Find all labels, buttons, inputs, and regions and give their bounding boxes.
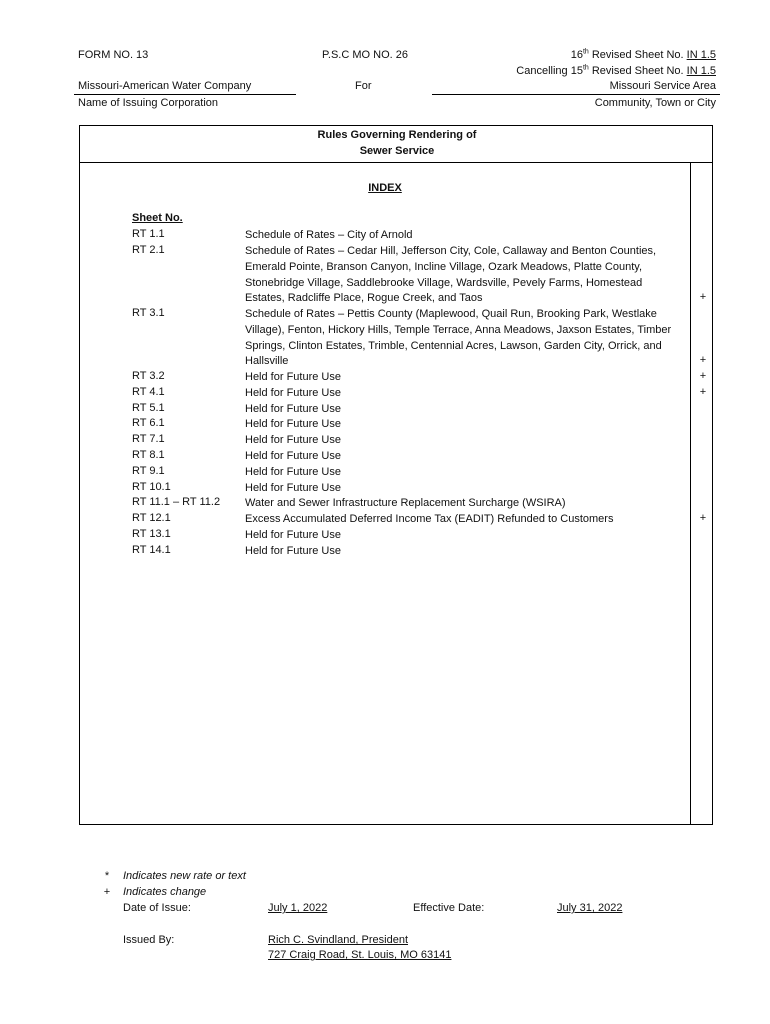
community-label: Community, Town or City [594, 97, 716, 109]
revised-num: 16 [570, 49, 583, 61]
row-code: RT 5.1 [132, 402, 165, 414]
revised-sup: th [582, 48, 589, 56]
row-code: RT 9.1 [132, 465, 165, 477]
change-mark: + [699, 386, 707, 398]
legend-star-symbol: * [104, 870, 110, 882]
row-code: RT 10.1 [132, 481, 171, 493]
legend-plus-symbol: + [103, 886, 111, 898]
change-mark: + [699, 291, 707, 303]
form-number: FORM NO. 13 [78, 49, 149, 61]
row-code: RT 11.1 – RT 11.2 [132, 496, 221, 508]
row-description: Schedule of Rates – City of Arnold [245, 229, 413, 241]
legend-star-text: Indicates new rate or text [123, 870, 246, 882]
effective-date: July 31, 2022 [557, 902, 623, 914]
issued-by-label: Issued By: [123, 934, 175, 946]
row-code: RT 14.1 [132, 544, 171, 556]
cancelling-rest: Revised Sheet No. [588, 65, 687, 77]
change-mark: + [699, 512, 707, 524]
index-box [79, 125, 713, 825]
issued-by-name: Rich C. Svindland, President [268, 934, 409, 946]
change-mark: + [699, 370, 707, 382]
issued-by-address: 727 Craig Road, St. Louis, MO 63141 [268, 949, 452, 961]
date-of-issue-label: Date of Issue: [123, 902, 191, 914]
row-description: Held for Future Use [245, 387, 341, 399]
row-description: Schedule of Rates – Cedar Hill, Jefferson City, Cole, Callaway and Benton Counties, Emerald Pointe, Branson Canyon, Incline Village, Ozark Meadows, Platte County, Stonebridge Village, Saddlebrooke Village, Wardsville, Pevely Farms, Homestead Estates, Radcliffe Place, Rogue Creek, and Taos [245, 245, 657, 305]
for-label: For [355, 80, 372, 92]
company-underline [74, 94, 296, 95]
row-description: Held for Future Use [245, 466, 341, 478]
doc-title-line2: Sewer Service [359, 145, 435, 157]
title-separator [80, 162, 712, 163]
row-description: Held for Future Use [245, 529, 341, 541]
revised-sheet-line [571, 49, 716, 61]
row-description: Water and Sewer Infrastructure Replacement Surcharge (WSIRA) [245, 497, 566, 509]
row-code: RT 8.1 [132, 449, 165, 461]
row-code: RT 6.1 [132, 417, 165, 429]
revised-sheet-number: IN 1.5 [686, 49, 716, 61]
psc-number: P.S.C MO NO. 26 [322, 49, 408, 61]
cancelling-sheet-line [516, 65, 716, 77]
row-code: RT 1.1 [132, 228, 165, 240]
row-description: Held for Future Use [245, 434, 341, 446]
row-code: RT 3.2 [132, 370, 165, 382]
doc-title-line1: Rules Governing Rendering of [317, 129, 477, 141]
sheet-no-heading: Sheet No. [132, 212, 183, 224]
cancelling-text: Cancelling 15 [516, 65, 583, 77]
row-code: RT 4.1 [132, 386, 165, 398]
row-description: Schedule of Rates – Pettis County (Maplewood, Quail Run, Brooking Park, Westlake Village), Fenton, Hickory Hills, Temple Terrace, Anna Meadows, Jaxson Estates, Timber Springs, Clinton Estates, Trimble, Centennial Acres, Lawson, Garden City, Orrick, and Hallsville [245, 308, 672, 368]
change-mark: + [699, 354, 707, 366]
row-code: RT 2.1 [132, 244, 165, 256]
row-description: Held for Future Use [245, 482, 341, 494]
row-description: Held for Future Use [245, 403, 341, 415]
company-name: Missouri-American Water Company [78, 80, 252, 92]
revised-text: Revised Sheet No. [588, 49, 687, 61]
row-description: Held for Future Use [245, 545, 341, 557]
effective-date-label: Effective Date: [413, 902, 485, 914]
row-description: Held for Future Use [245, 450, 341, 462]
row-code: RT 3.1 [132, 307, 165, 319]
row-code: RT 13.1 [132, 528, 171, 540]
row-description: Held for Future Use [245, 418, 341, 430]
service-area: Missouri Service Area [609, 80, 716, 92]
row-code: RT 12.1 [132, 512, 171, 524]
issuer-label: Name of Issuing Corporation [78, 97, 219, 109]
cancelling-sup: th [582, 64, 589, 72]
row-description: Held for Future Use [245, 371, 341, 383]
legend-plus-text: Indicates change [123, 886, 207, 898]
change-mark-column-divider [690, 162, 691, 824]
service-area-underline [432, 94, 720, 95]
date-of-issue: July 1, 2022 [268, 902, 328, 914]
row-description: Excess Accumulated Deferred Income Tax (EADIT) Refunded to Customers [245, 513, 614, 525]
cancelling-sheet-number: IN 1.5 [686, 65, 716, 77]
row-code: RT 7.1 [132, 433, 165, 445]
index-heading: INDEX [368, 182, 402, 194]
